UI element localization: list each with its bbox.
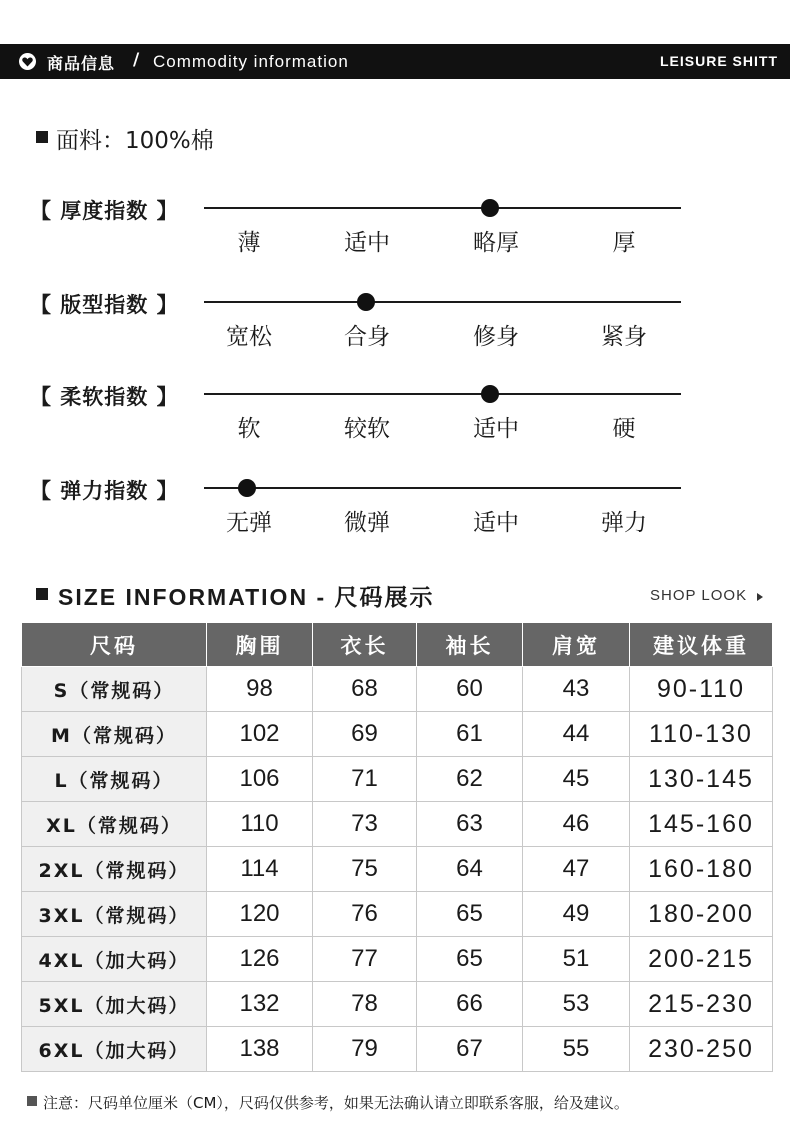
measure-cell: 75 [313, 847, 417, 892]
measure-cell: 71 [313, 757, 417, 802]
index-option: 硬 [612, 416, 636, 442]
size-cell: 3XL（常规码） [22, 892, 207, 937]
measure-cell: 126 [207, 937, 313, 982]
table-row [22, 802, 773, 847]
header-bar [0, 44, 790, 79]
table-row [22, 757, 773, 802]
index-option: 厚 [612, 230, 636, 256]
measure-cell: 106 [207, 757, 313, 802]
table-row [22, 982, 773, 1027]
measure-cell: 63 [417, 802, 523, 847]
table-row [22, 937, 773, 982]
index-option: 适中 [344, 230, 390, 256]
index-scale-line [204, 393, 681, 395]
note-text: 注意：尺码单位厘米（CM），尺码仅供参考，如果无法确认请立即联系客服，给及建议。 [43, 1094, 629, 1112]
measure-cell: 73 [313, 802, 417, 847]
header-title-cn: 商品信息 [47, 54, 116, 73]
measure-cell: 79 [313, 1027, 417, 1072]
table-row [22, 667, 773, 712]
table-row [22, 1027, 773, 1072]
shop-look-link[interactable]: SHOP LOOK [650, 587, 748, 604]
measure-cell: 69 [313, 712, 417, 757]
measure-cell: 46 [523, 802, 630, 847]
index-option: 无弹 [226, 510, 272, 536]
index-option: 适中 [473, 510, 519, 536]
play-arrow-icon[interactable] [757, 593, 763, 601]
measure-cell: 45 [523, 757, 630, 802]
index-option: 合身 [344, 324, 390, 350]
index-title: 【 厚度指数 】 [30, 199, 179, 223]
measure-cell: 110-130 [630, 712, 773, 757]
index-scale-line [204, 207, 681, 209]
measure-cell: 53 [523, 982, 630, 1027]
table-row [22, 892, 773, 937]
measure-cell: 43 [523, 667, 630, 712]
index-option: 微弹 [344, 510, 390, 536]
header-title-en: Commodity information [153, 52, 349, 71]
size-table-header-cell: 胸围 [207, 623, 313, 667]
index-title: 【 柔软指数 】 [30, 385, 179, 409]
size-table-header [22, 623, 773, 667]
measure-cell: 64 [417, 847, 523, 892]
index-option: 较软 [344, 416, 390, 442]
measure-cell: 90-110 [630, 667, 773, 712]
index-title: 【 版型指数 】 [30, 293, 179, 317]
measure-cell: 60 [417, 667, 523, 712]
index-option: 略厚 [473, 230, 519, 256]
measure-cell: 215-230 [630, 982, 773, 1027]
index-scale-line [204, 487, 681, 489]
size-cell: XL（常规码） [22, 802, 207, 847]
header-brand: LEISURE SHITT [659, 53, 778, 69]
measure-cell: 68 [313, 667, 417, 712]
index-scale-line [204, 301, 681, 303]
measure-cell: 51 [523, 937, 630, 982]
measure-cell: 77 [313, 937, 417, 982]
measure-cell: 62 [417, 757, 523, 802]
measure-cell: 78 [313, 982, 417, 1027]
size-cell: S（常规码） [22, 667, 207, 712]
measure-cell: 200-215 [630, 937, 773, 982]
size-cell: L（常规码） [22, 757, 207, 802]
measure-cell: 180-200 [630, 892, 773, 937]
index-option: 紧身 [601, 324, 647, 350]
table-row [22, 847, 773, 892]
measure-cell: 138 [207, 1027, 313, 1072]
measure-cell: 110 [207, 802, 313, 847]
size-cell: 2XL（常规码） [22, 847, 207, 892]
measure-cell: 65 [417, 892, 523, 937]
bullet-square [36, 131, 48, 143]
size-table-header-cell: 尺码 [22, 623, 207, 667]
size-cell: M（常规码） [22, 712, 207, 757]
index-marker-dot [481, 385, 499, 403]
measure-cell: 61 [417, 712, 523, 757]
header-separator: / [133, 50, 140, 70]
measure-cell: 76 [313, 892, 417, 937]
measure-cell: 65 [417, 937, 523, 982]
note-bullet [27, 1096, 37, 1106]
measure-cell: 67 [417, 1027, 523, 1072]
measure-cell: 145-160 [630, 802, 773, 847]
size-cell: 4XL（加大码） [22, 937, 207, 982]
measure-cell: 230-250 [630, 1027, 773, 1072]
measure-cell: 102 [207, 712, 313, 757]
measure-cell: 98 [207, 667, 313, 712]
size-table [21, 622, 773, 1072]
fabric-label: 面料：100%棉 [56, 128, 214, 154]
measure-cell: 49 [523, 892, 630, 937]
measure-cell: 132 [207, 982, 313, 1027]
heart-icon [19, 53, 36, 70]
size-section-title: SIZE INFORMATION - 尺码展示 [58, 584, 435, 610]
measure-cell: 114 [207, 847, 313, 892]
index-marker-dot [238, 479, 256, 497]
measure-cell: 66 [417, 982, 523, 1027]
measure-cell: 55 [523, 1027, 630, 1072]
measure-cell: 160-180 [630, 847, 773, 892]
size-cell: 6XL（加大码） [22, 1027, 207, 1072]
size-cell: 5XL（加大码） [22, 982, 207, 1027]
measure-cell: 44 [523, 712, 630, 757]
index-option: 弹力 [601, 510, 647, 536]
measure-cell: 47 [523, 847, 630, 892]
index-option: 软 [237, 416, 261, 442]
index-option: 宽松 [226, 324, 272, 350]
measure-cell: 130-145 [630, 757, 773, 802]
size-table-body [22, 667, 773, 1072]
index-option: 适中 [473, 416, 519, 442]
size-table-header-cell: 肩宽 [523, 623, 630, 667]
size-table-header-cell: 袖长 [417, 623, 523, 667]
index-marker-dot [357, 293, 375, 311]
index-marker-dot [481, 199, 499, 217]
size-table-header-cell: 建议体重 [630, 623, 773, 667]
size-table-header-cell: 衣长 [313, 623, 417, 667]
measure-cell: 120 [207, 892, 313, 937]
index-option: 薄 [237, 230, 261, 256]
index-title: 【 弹力指数 】 [30, 479, 179, 503]
bullet-square [36, 588, 48, 600]
table-row [22, 712, 773, 757]
index-option: 修身 [473, 324, 519, 350]
